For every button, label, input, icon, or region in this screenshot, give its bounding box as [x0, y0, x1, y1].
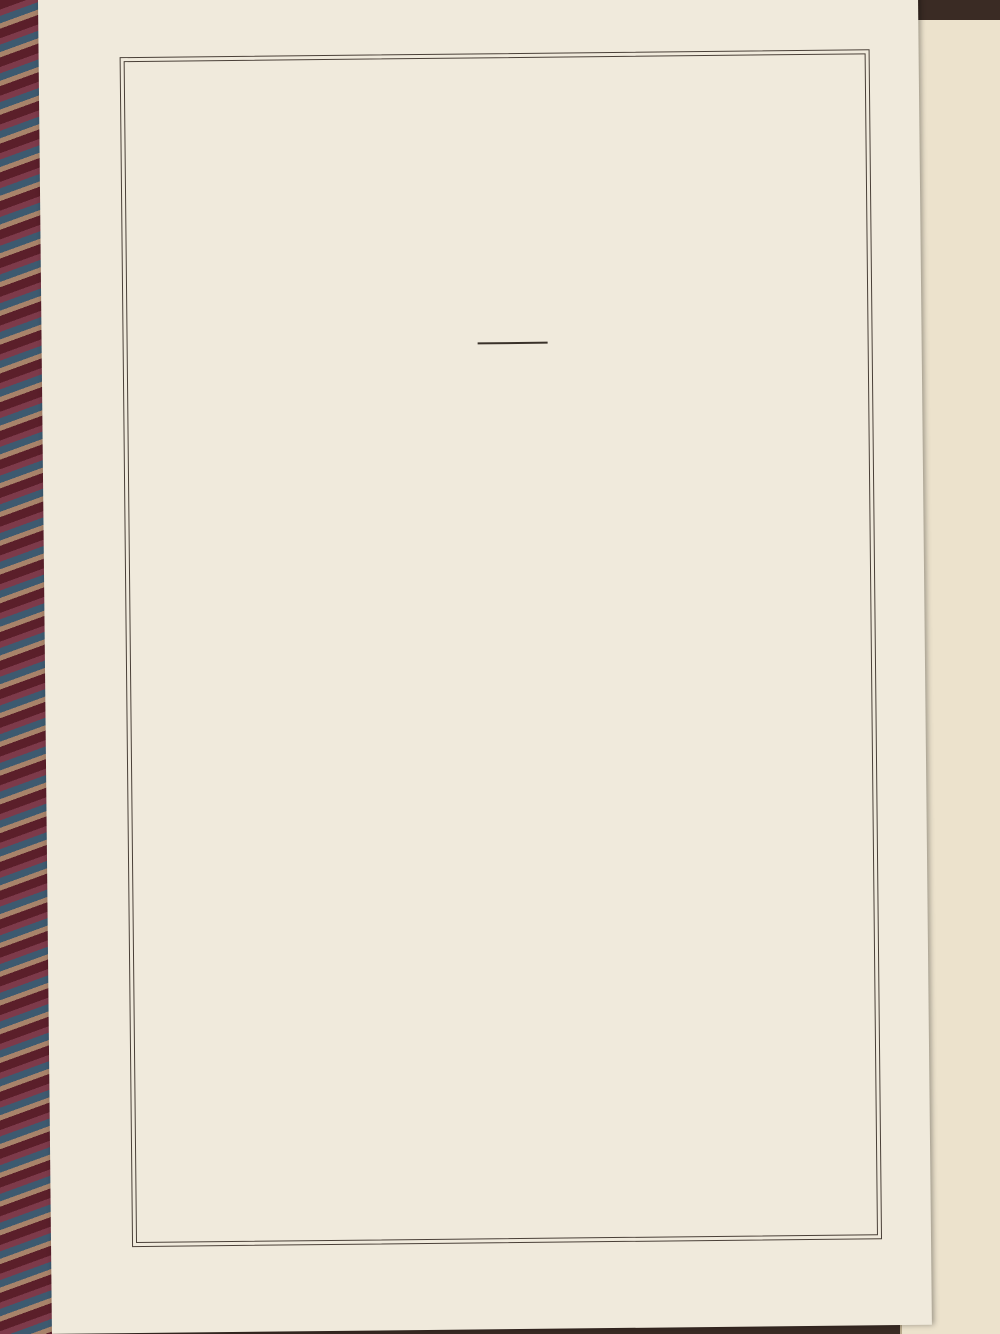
section-title [128, 406, 868, 414]
page-content [125, 54, 865, 62]
corner-ornament-icon [862, 1219, 892, 1249]
book-page [38, 0, 932, 1334]
section-divider [478, 342, 548, 345]
notable-people-list [125, 54, 865, 62]
corner-ornament-icon [849, 39, 879, 69]
section-label [128, 376, 868, 384]
corner-ornament-icon [109, 47, 139, 77]
page-frame [124, 53, 878, 1243]
corner-ornament-icon [122, 1227, 152, 1257]
emperors-list [125, 54, 865, 62]
